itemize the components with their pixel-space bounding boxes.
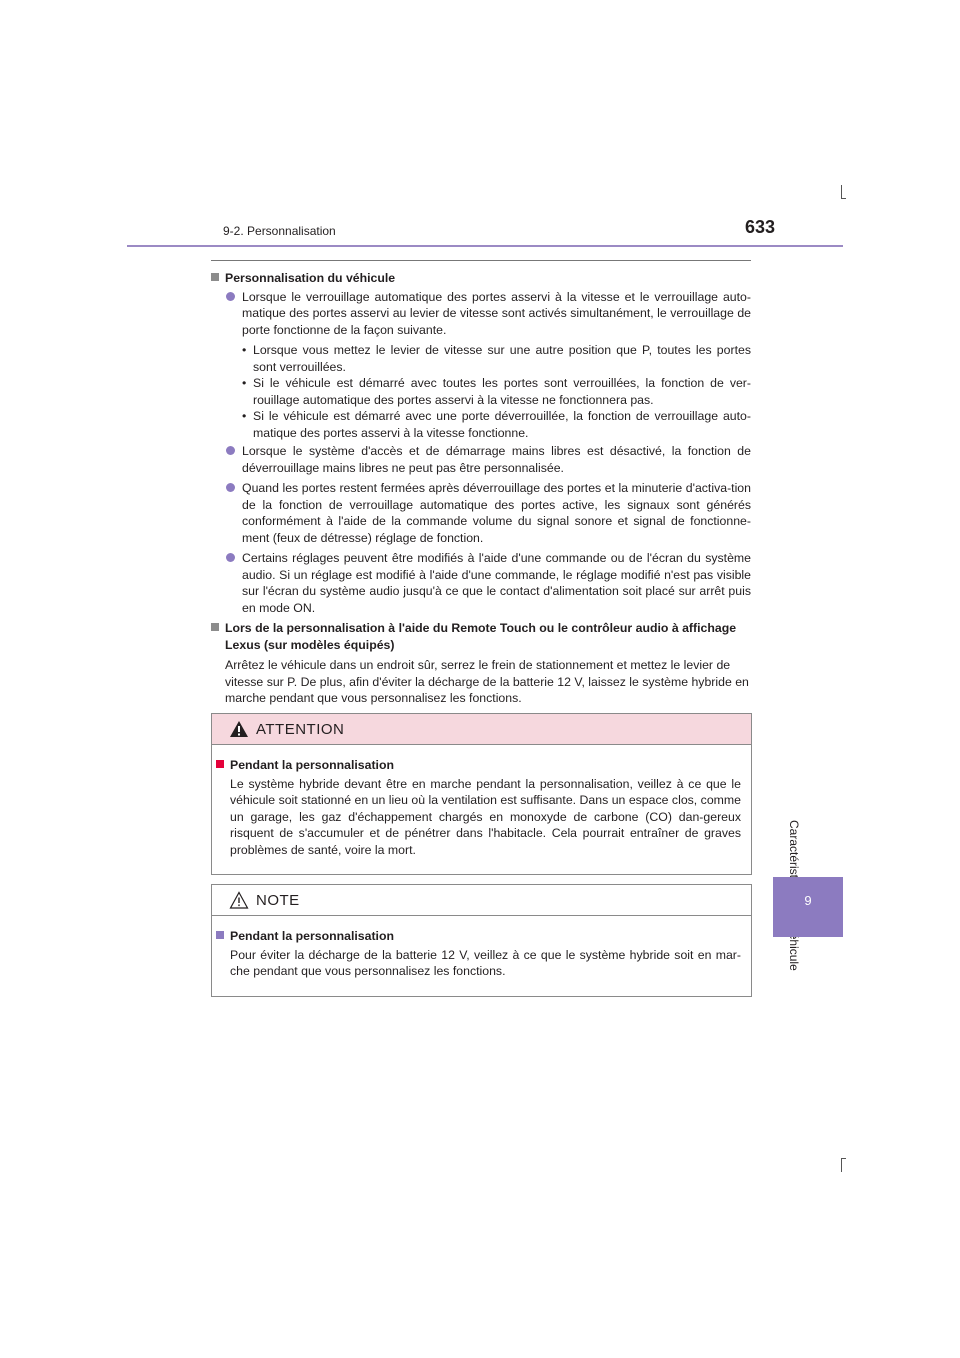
- round-bullet-icon: [226, 292, 235, 301]
- square-bullet-icon: [211, 273, 219, 281]
- attention-text: Le système hybride devant être en marche pendant la personnalisation, veillez à ce que le véhicule soit stationné en un lieu où la ventilation est suffisante. Dans un espace clos, comme un garage, les gaz d'échappement chargés en monoxyde de carbone (CO) dan-gereux risquent de s'accumuler et de pénétrer dans l'habitacle. Cela pourrait entraîner de graves problèmes de santé, voire la mort.: [230, 776, 741, 857]
- page-number: 633: [745, 217, 776, 237]
- chapter-tab: 9: [773, 877, 843, 937]
- sub-item: • Si le véhicule est démarré avec une porte déverrouillée, la fonction de verrouillage auto-matique des portes asservi à la vitesse fonctionne.: [242, 409, 751, 440]
- heading-vehicle-customization: Personnalisation du véhicule: [211, 270, 751, 287]
- crop-mark-top: [841, 185, 842, 199]
- sub-item: • Lorsque vous mettez le levier de vitesse sur une autre position que P, toutes les portes sont verrouillées.: [242, 343, 751, 374]
- header-rule: [127, 245, 843, 247]
- attention-header: [212, 714, 751, 745]
- square-bullet-icon: [211, 623, 219, 631]
- main-content: [211, 270, 751, 707]
- crop-mark-top-h: [841, 198, 846, 199]
- crop-mark-bottom: [841, 1158, 842, 1172]
- warning-triangle-icon: [229, 720, 249, 738]
- note-title: NOTE: [256, 892, 300, 909]
- paragraph: Arrêtez le véhicule dans un endroit sûr, serrez le frein de stationnement et mettez le levier de vitesse sur P. De plus, afin d'éviter la décharge de la batterie 12 V, laissez le système hybride en marche pendant que vous personnalisez les fonctions.: [225, 658, 749, 705]
- attention-title: ATTENTION: [256, 721, 345, 738]
- sub-item: • Si le véhicule est démarré avec toutes les portes sont verrouillées, la fonction de ver-rouillage automatique des portes asservi à la vitesse ne fonctionnera pas.: [242, 376, 751, 407]
- section-title: 9-2. Personnalisation: [223, 224, 336, 238]
- crop-mark-bottom-h: [841, 1158, 846, 1159]
- note-text: Pour éviter la décharge de la batterie 12 V, veillez à ce que le système hybride soit en mar-che pendant que vous personnalisez les fonctions.: [230, 947, 741, 978]
- bullet-item: Certains réglages peuvent être modifiés à l'aide d'une commande ou de l'écran du système audio. Si un réglage est modifié à l'aide d'une commande, le réglage modifié n'est pas visible sur l'écran du système audio jusqu'à ce que le contact d'alimentation soit placé sur arrêt puis en mode ON.: [211, 550, 751, 616]
- round-bullet-icon: [226, 553, 235, 562]
- square-bullet-icon: [216, 931, 224, 939]
- attention-box: [211, 713, 752, 875]
- note-box: [211, 884, 752, 997]
- heading-remote-touch: Lors de la personnalisation à l'aide du Remote Touch ou le contrôleur audio à affichage Lexus (sur modèles équipés): [211, 620, 751, 653]
- bullet-item: Lorsque le système d'accès et de démarrage mains libres est désactivé, la fonction de déverrouillage mains libres ne peut pas être personnalisée.: [211, 443, 751, 476]
- caution-triangle-icon: [229, 891, 249, 909]
- bullet-item: Lorsque le verrouillage automatique des portes asservi à la vitesse et le verrouillage auto-matique des portes asservi au levier de vitesse sont activés simultanément, le verrouillage de porte fonctionne de la façon suivante.: [211, 289, 751, 339]
- note-heading: Pendant la personnalisation: [216, 928, 741, 945]
- round-bullet-icon: [226, 446, 235, 455]
- square-bullet-icon: [216, 760, 224, 768]
- note-header: [212, 885, 751, 916]
- bullet-item: Quand les portes restent fermées après déverrouillage des portes et la minuterie d'activa-tion de la fonction de verrouillage automatique des portes active, les signaux sont générés conformément à l'aide de la commande volume du signal sonore et signal de fonctionne-ment (feux de détresse) réglage de fonction.: [211, 480, 751, 546]
- round-bullet-icon: [226, 483, 235, 492]
- attention-heading: Pendant la personnalisation: [216, 757, 741, 774]
- content-rule: [211, 260, 751, 261]
